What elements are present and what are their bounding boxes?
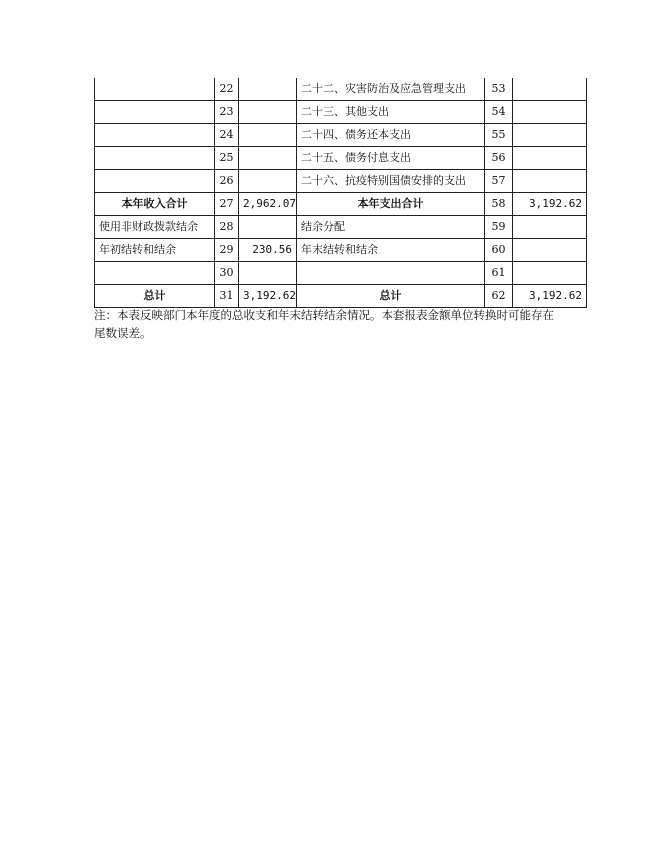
expense-line-no-cell: 62 <box>485 285 513 308</box>
income-item-cell <box>95 101 215 124</box>
expense-item-cell <box>297 262 485 285</box>
table-row <box>95 193 587 216</box>
expense-item-cell: 二十三、其他支出 <box>297 101 485 124</box>
expense-item-cell: 二十六、抗疫特别国债安排的支出 <box>297 170 485 193</box>
income-line-no-cell: 27 <box>215 193 239 216</box>
table-row <box>95 285 587 308</box>
expense-line-no-cell: 54 <box>485 101 513 124</box>
report-sheet <box>94 78 586 308</box>
income-amount-cell <box>239 101 297 124</box>
table-row <box>95 147 587 170</box>
expense-item-cell: 二十五、债务付息支出 <box>297 147 485 170</box>
expense-line-no-cell: 57 <box>485 170 513 193</box>
table-row <box>95 216 587 239</box>
income-line-no-cell: 26 <box>215 170 239 193</box>
income-amount-cell <box>239 262 297 285</box>
expense-item-cell: 本年支出合计 <box>297 193 485 216</box>
income-amount-cell: 2,962.07 <box>239 193 297 216</box>
income-line-no-cell: 30 <box>215 262 239 285</box>
income-amount-cell <box>239 170 297 193</box>
expense-line-no-cell: 55 <box>485 124 513 147</box>
income-amount-cell: 230.56 <box>239 239 297 262</box>
expense-line-no-cell: 60 <box>485 239 513 262</box>
income-item-cell: 本年收入合计 <box>95 193 215 216</box>
income-amount-cell <box>239 78 297 101</box>
income-line-no-cell: 28 <box>215 216 239 239</box>
income-line-no-cell: 22 <box>215 78 239 101</box>
income-amount-cell <box>239 147 297 170</box>
expense-amount-cell <box>513 124 587 147</box>
income-item-cell <box>95 170 215 193</box>
income-line-no-cell: 24 <box>215 124 239 147</box>
income-amount-cell <box>239 216 297 239</box>
income-line-no-cell: 25 <box>215 147 239 170</box>
table-row <box>95 262 587 285</box>
expense-item-cell: 二十四、债务还本支出 <box>297 124 485 147</box>
income-line-no-cell: 29 <box>215 239 239 262</box>
income-line-no-cell: 31 <box>215 285 239 308</box>
income-item-cell: 年初结转和结余 <box>95 239 215 262</box>
expense-line-no-cell: 56 <box>485 147 513 170</box>
expense-item-cell: 总计 <box>297 285 485 308</box>
table-row <box>95 170 587 193</box>
footnote <box>94 306 586 342</box>
footnote-line-1: 注：本表反映部门本年度的总收支和年末结转结余情况。本套报表金额单位转换时可能存在 <box>94 308 554 322</box>
expense-amount-cell: 3,192.62 <box>513 285 587 308</box>
expense-line-no-cell: 53 <box>485 78 513 101</box>
income-amount-cell <box>239 124 297 147</box>
expense-amount-cell <box>513 78 587 101</box>
table-row <box>95 239 587 262</box>
expense-line-no-cell: 61 <box>485 262 513 285</box>
expense-amount-cell: 3,192.62 <box>513 193 587 216</box>
income-item-cell <box>95 262 215 285</box>
expense-item-cell: 年末结转和结余 <box>297 239 485 262</box>
revenue-expenditure-table <box>94 78 587 308</box>
income-item-cell: 总计 <box>95 285 215 308</box>
table-body <box>95 78 587 308</box>
income-item-cell <box>95 124 215 147</box>
expense-amount-cell <box>513 170 587 193</box>
expense-line-no-cell: 59 <box>485 216 513 239</box>
expense-amount-cell <box>513 147 587 170</box>
income-item-cell <box>95 147 215 170</box>
expense-amount-cell <box>513 216 587 239</box>
expense-amount-cell <box>513 239 587 262</box>
table-row <box>95 78 587 101</box>
footnote-line-2: 尾数误差。 <box>94 326 152 340</box>
table-row <box>95 124 587 147</box>
table-row <box>95 101 587 124</box>
expense-amount-cell <box>513 262 587 285</box>
expense-item-cell: 结余分配 <box>297 216 485 239</box>
income-item-cell <box>95 78 215 101</box>
income-line-no-cell: 23 <box>215 101 239 124</box>
income-item-cell: 使用非财政拨款结余 <box>95 216 215 239</box>
expense-line-no-cell: 58 <box>485 193 513 216</box>
expense-item-cell: 二十二、灾害防治及应急管理支出 <box>297 78 485 101</box>
expense-amount-cell <box>513 101 587 124</box>
income-amount-cell: 3,192.62 <box>239 285 297 308</box>
